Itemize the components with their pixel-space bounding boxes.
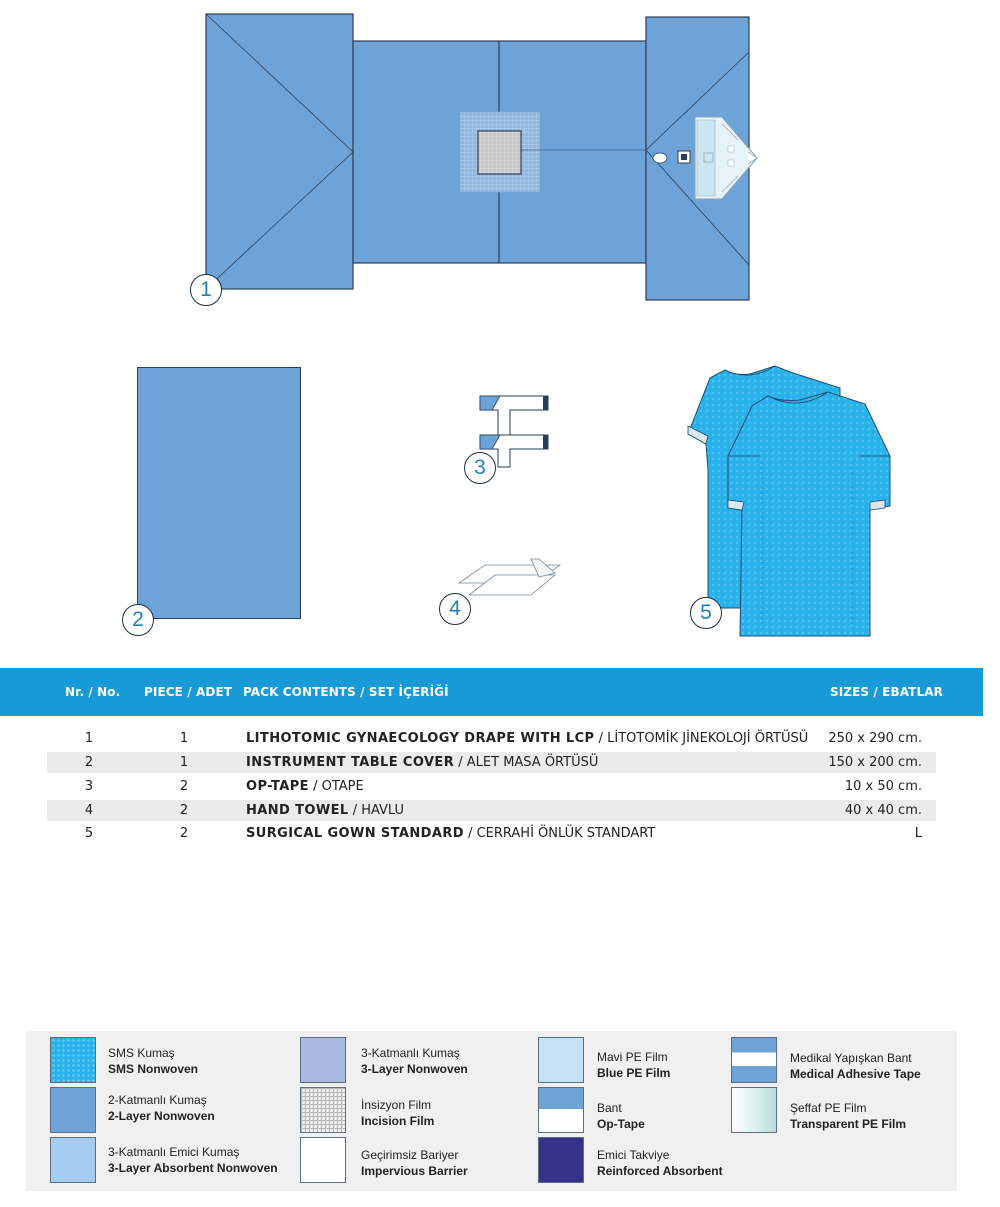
row-piece: 1 (179, 731, 189, 746)
header-sizes: SIZES / EBATLAR (830, 685, 943, 699)
row-name-en: HAND TOWEL (246, 803, 349, 818)
row-piece: 1 (179, 755, 189, 770)
row-name-en: INSTRUMENT TABLE COVER (246, 755, 455, 770)
row-no: 1 (84, 731, 94, 746)
legend-label-en: 3-Layer Absorbent Nonwoven (108, 1161, 278, 1175)
legend-label-tr: Mavi PE Film (597, 1050, 668, 1064)
row-contents (246, 755, 598, 770)
legend-label-tr: 3-Katmanlı Kumaş (361, 1046, 460, 1060)
table-row (47, 728, 936, 749)
legend-label-tr: Şeffaf PE Film (790, 1101, 867, 1115)
legend-item-blue-pe-film (597, 1049, 670, 1081)
row-name-en: OP-TAPE (246, 779, 309, 794)
row-name-tr: / ALET MASA ÖRTÜSÜ (454, 755, 599, 770)
row-size: 150 x 200 cm. (828, 755, 922, 770)
row-size: 10 x 50 cm. (844, 779, 922, 794)
legend-item-sms (108, 1045, 198, 1077)
table-row (47, 800, 936, 821)
legend-item-transparent-pe-film (790, 1100, 906, 1132)
material-legend (26, 1031, 957, 1191)
legend-label-en: Transparent PE Film (790, 1117, 907, 1131)
legend-label-tr: SMS Kumaş (108, 1046, 175, 1060)
legend-label-en: 2-Layer Nonwoven (108, 1109, 215, 1123)
row-size: L (914, 826, 922, 841)
legend-label-tr: Bant (597, 1101, 622, 1115)
legend-swatch-medical-adhesive-tape (731, 1037, 777, 1083)
legend-item-op-tape (597, 1100, 645, 1132)
row-no: 2 (84, 755, 94, 770)
legend-item-reinforced-absorbent (597, 1147, 723, 1179)
legend-label-en: Reinforced Absorbent (597, 1164, 723, 1178)
legend-item-incision-film (361, 1097, 434, 1129)
legend-label-tr: 2-Katmanlı Kumaş (108, 1093, 207, 1107)
row-name-tr: / CERRAHİ ÖNLÜK STANDART (463, 826, 656, 841)
row-no: 3 (84, 779, 94, 794)
item-label-3: 3 (464, 452, 496, 484)
legend-swatch-blue-pe-film (538, 1037, 584, 1083)
row-no: 5 (84, 826, 94, 841)
legend-label-tr: Geçirimsiz Bariyer (361, 1148, 459, 1162)
row-contents (246, 826, 655, 841)
row-size: 250 x 290 cm. (828, 731, 922, 746)
row-name-tr: / OTAPE (308, 779, 364, 794)
instrument-table-cover-illustration (137, 367, 301, 619)
legend-label-en: Blue PE Film (597, 1066, 671, 1080)
legend-label-en: SMS Nonwoven (108, 1062, 199, 1076)
row-piece: 2 (179, 826, 189, 841)
legend-label-tr: Medikal Yapışkan Bant (790, 1051, 912, 1065)
legend-label-en: Op-Tape (597, 1117, 645, 1131)
legend-swatch-impervious-barrier (300, 1137, 346, 1183)
row-contents (246, 731, 808, 746)
row-contents (246, 803, 404, 818)
table-header-band (0, 668, 983, 716)
row-name-tr: / HAVLU (348, 803, 405, 818)
legend-item-2layer (108, 1092, 215, 1124)
row-contents (246, 779, 364, 794)
item-label-2: 2 (122, 604, 154, 636)
legend-label-tr: 3-Katmanlı Emici Kumaş (108, 1145, 240, 1159)
table-row (47, 776, 936, 797)
legend-label-en: Medical Adhesive Tape (790, 1067, 921, 1081)
legend-label-tr: Emici Takviye (597, 1148, 670, 1162)
legend-item-impervious-barrier (361, 1147, 468, 1179)
item-label-1: 1 (190, 274, 222, 306)
legend-swatch-3layer-absorbent (50, 1137, 96, 1183)
legend-label-en: 3-Layer Nonwoven (361, 1062, 468, 1076)
legend-item-3layer-absorbent (108, 1144, 278, 1176)
header-contents: PACK CONTENTS / SET İÇERİĞİ (243, 685, 449, 699)
legend-label-tr: İnsizyon Film (361, 1098, 432, 1112)
row-piece: 2 (179, 779, 189, 794)
legend-swatch-op-tape (538, 1087, 584, 1133)
row-name-en: SURGICAL GOWN STANDARD (246, 826, 464, 841)
item-label-5: 5 (690, 597, 722, 629)
item-label-4: 4 (439, 593, 471, 625)
legend-item-3layer (361, 1045, 468, 1077)
table-row (47, 823, 936, 844)
legend-swatch-3layer (300, 1037, 346, 1083)
legend-item-medical-adhesive-tape (790, 1050, 921, 1082)
header-no: Nr. / No. (65, 685, 121, 699)
row-name-en: LITHOTOMIC GYNAECOLOGY DRAPE WITH LCP (246, 731, 595, 746)
table-row (47, 752, 936, 773)
hand-towel-illustration (455, 555, 565, 600)
legend-swatch-reinforced-absorbent (538, 1137, 584, 1183)
row-name-tr: / LİTOTOMİK JİNEKOLOJİ ÖRTÜSÜ (594, 731, 809, 746)
legend-label-en: Incision Film (361, 1114, 435, 1128)
row-size: 40 x 40 cm. (844, 803, 922, 818)
row-piece: 2 (179, 803, 189, 818)
lithotomic-drape-illustration (0, 0, 1000, 320)
legend-swatch-incision-film (300, 1087, 346, 1133)
legend-swatch-transparent-pe-film (731, 1087, 777, 1133)
legend-label-en: Impervious Barrier (361, 1164, 468, 1178)
legend-swatch-2layer (50, 1087, 96, 1133)
header-piece: PIECE / ADET (144, 685, 233, 699)
legend-swatch-sms (50, 1037, 96, 1083)
row-no: 4 (84, 803, 94, 818)
